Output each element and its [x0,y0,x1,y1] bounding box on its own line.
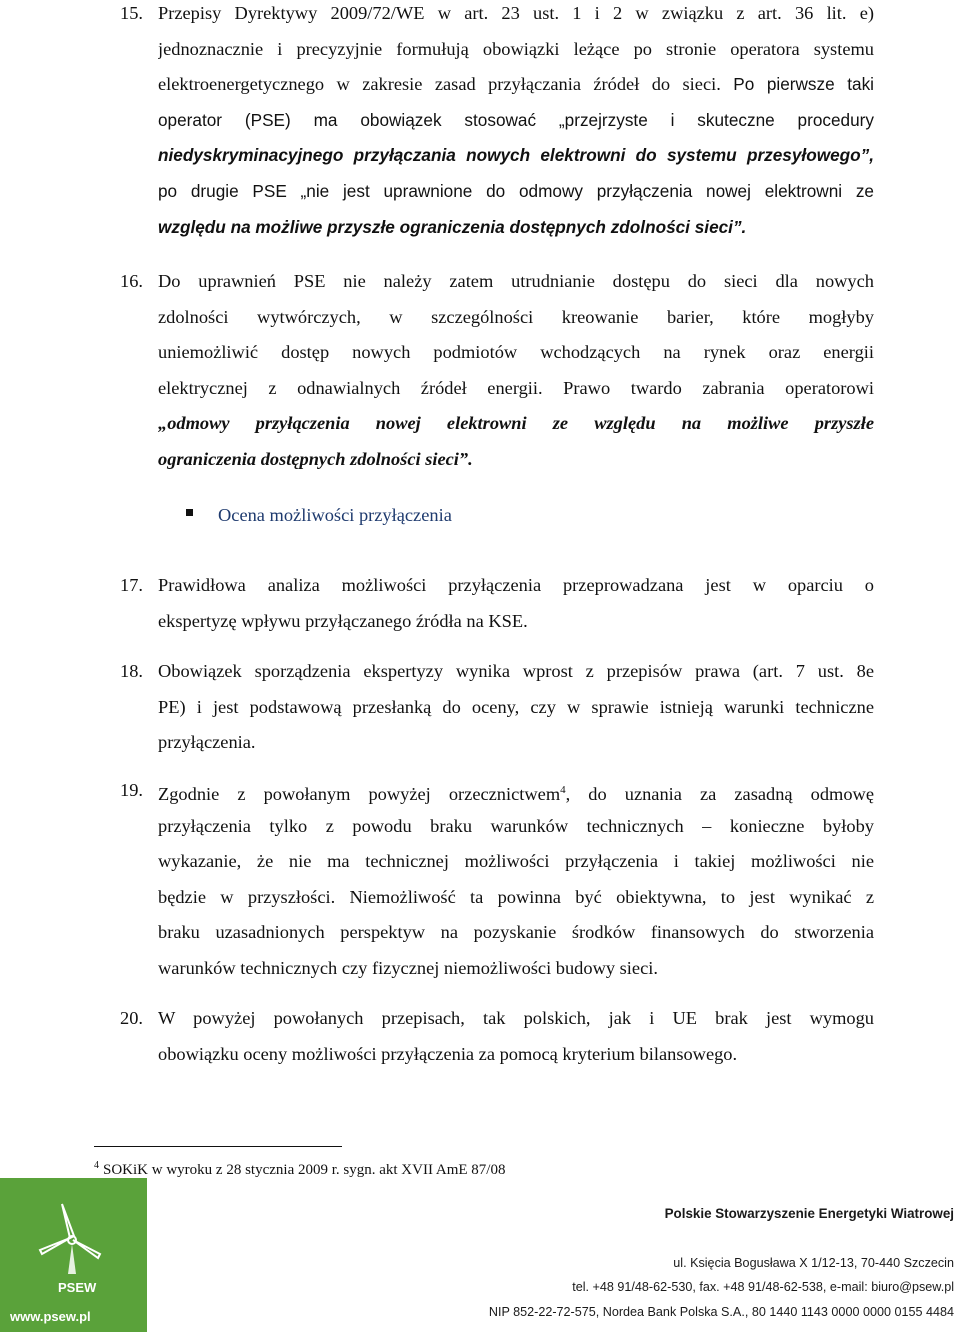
paragraph-line-text: elektroenergetycznego w zakresie zasad przyłączania źródeł do sieci. [158,74,721,95]
paragraph-line [158,67,874,103]
paragraph-number: 15. [120,3,143,23]
paragraph-line: po drugie PSE „nie jest uprawnione do odmowy przyłączenia nowej elektrowni ze [158,180,874,201]
logo-text: PSEW [58,1280,97,1295]
organization-name: Polskie Stowarzyszenie Energetyki Wiatrowej [664,1206,954,1221]
paragraph-line: PE) i jest podstawową przesłanką do oceny, czy w sprawie istnieją warunki techniczne [158,696,874,717]
paragraph-line: warunków technicznych czy fizycznej niemożliwości budowy sieci. [158,957,658,978]
paragraph-number: 17. [120,575,143,595]
paragraph-line: ekspertyzę wpływu przyłączanego źródła na KSE. [158,610,528,631]
paragraph-line-text: Prawo twardo zabrania operatorowi [563,377,874,398]
footnote-separator [94,1146,342,1147]
paragraph-line-text: operator (PSE) ma obowiązek stosować „przejrzyste i skuteczne procedury [158,109,874,130]
paragraph-number: 16. [120,271,143,291]
paragraph-line: braku uzasadnionych perspektyw na pozyskanie środków finansowych do stworzenia [158,922,874,943]
section-heading-text: Ocena możliwości przyłączenia [218,505,452,525]
paragraph-line: będzie w przyszłości. Niemożliwość ta powinna być obiektywna, to jest wynikać z [158,886,874,907]
paragraph-line-text: Zgodnie z powołanym powyżej orzecznictwem [158,784,561,805]
paragraph-line: Prawidłowa analiza możliwości przyłączenia przeprowadzana jest w oparciu o [158,575,874,595]
paragraph-line: Obowiązek sporządzenia ekspertyzy wynika wprost z przepisów prawa (art. 7 ust. 8e [158,661,874,681]
paragraph-number: 18. [120,661,143,681]
paragraph-line-text: Po pierwsze taki [733,74,874,95]
organization-bank-details: NIP 852-22-72-575, Nordea Bank Polska S.A., 80 1440 1143 0000 0000 0155 4484 [488,1305,954,1319]
paragraph-line: obowiązku oceny możliwości przyłączenia za pomocą kryterium bilansowego. [158,1043,738,1064]
paragraph-line: Przepisy Dyrektywy 2009/72/WE w art. 23 ust. 1 i 2 w związku z art. 36 lit. e) [158,3,874,23]
footnote [94,1156,505,1180]
paragraph-19 [120,773,874,987]
paragraph-line [158,773,874,809]
paragraph-line: uniemożliwić dostęp nowych podmiotów wchodzących na rynek oraz energii [158,342,874,363]
paragraph-line: „odmowy przyłączenia nowej elektrowni ze względu na możliwe przyszłe [158,413,874,434]
paragraph-17 [120,568,874,639]
paragraph-line: niedyskryminacyjnego przyłączania nowych elektrowni do systemu przesyłowego”, [158,145,874,166]
footnote-text: SOKiK w wyroku z 28 stycznia 2009 r. sygn. akt XVII AmE 87/08 [103,1162,506,1178]
organization-address: ul. Księcia Bogusława X 1/12-13, 70-440 Szczecin [673,1256,954,1270]
paragraph-18 [120,654,874,761]
paragraph-line [158,103,874,139]
paragraph-line: względu na możliwe przyszłe ograniczenia dostępnych zdolności sieci”. [158,216,747,237]
paragraph-number: 20. [120,1008,143,1028]
paragraph-line: ograniczenia dostępnych zdolności sieci”. [158,448,473,469]
footnote-reference[interactable]: 4 [560,784,566,796]
paragraph-line: zdolności wytwórczych, w szczególności kreowanie barier, które mogłyby [158,306,874,327]
paragraph-line-text: elektrycznej z odnawialnych źródeł energii. [158,377,543,398]
psew-logo[interactable] [0,1178,147,1332]
paragraph-20 [120,1001,874,1072]
paragraph-line: wykazanie, że nie ma technicznej możliwości przyłączenia i takiej możliwości nie [158,851,874,872]
paragraph-line: przyłączenia. [158,732,256,753]
paragraph-line: W powyżej powołanych przepisach, tak polskich, jak i UE brak jest wymogu [158,1008,874,1028]
paragraph-16 [120,264,874,478]
organization-contact: tel. +48 91/48-62-530, fax. +48 91/48-62-538, e-mail: biuro@psew.pl [572,1280,954,1294]
footnote-number: 4 [94,1160,99,1171]
paragraph-15 [120,0,874,245]
paragraph-line: jednoznacznie i precyzyjnie formułują obowiązki leżące po stronie operatora systemu [158,38,874,59]
paragraph-line [158,371,874,407]
website-link[interactable]: www.psew.pl [10,1309,91,1324]
section-heading [186,498,452,532]
paragraph-line-text: , do uznania za zasadną odmowę [565,784,874,805]
paragraph-number: 19. [120,780,143,800]
paragraph-line: przyłączenia tylko z powodu braku warunków technicznych – konieczne byłoby [158,815,874,836]
paragraph-line: Do uprawnień PSE nie należy zatem utrudnianie dostępu do sieci dla nowych [158,271,874,291]
